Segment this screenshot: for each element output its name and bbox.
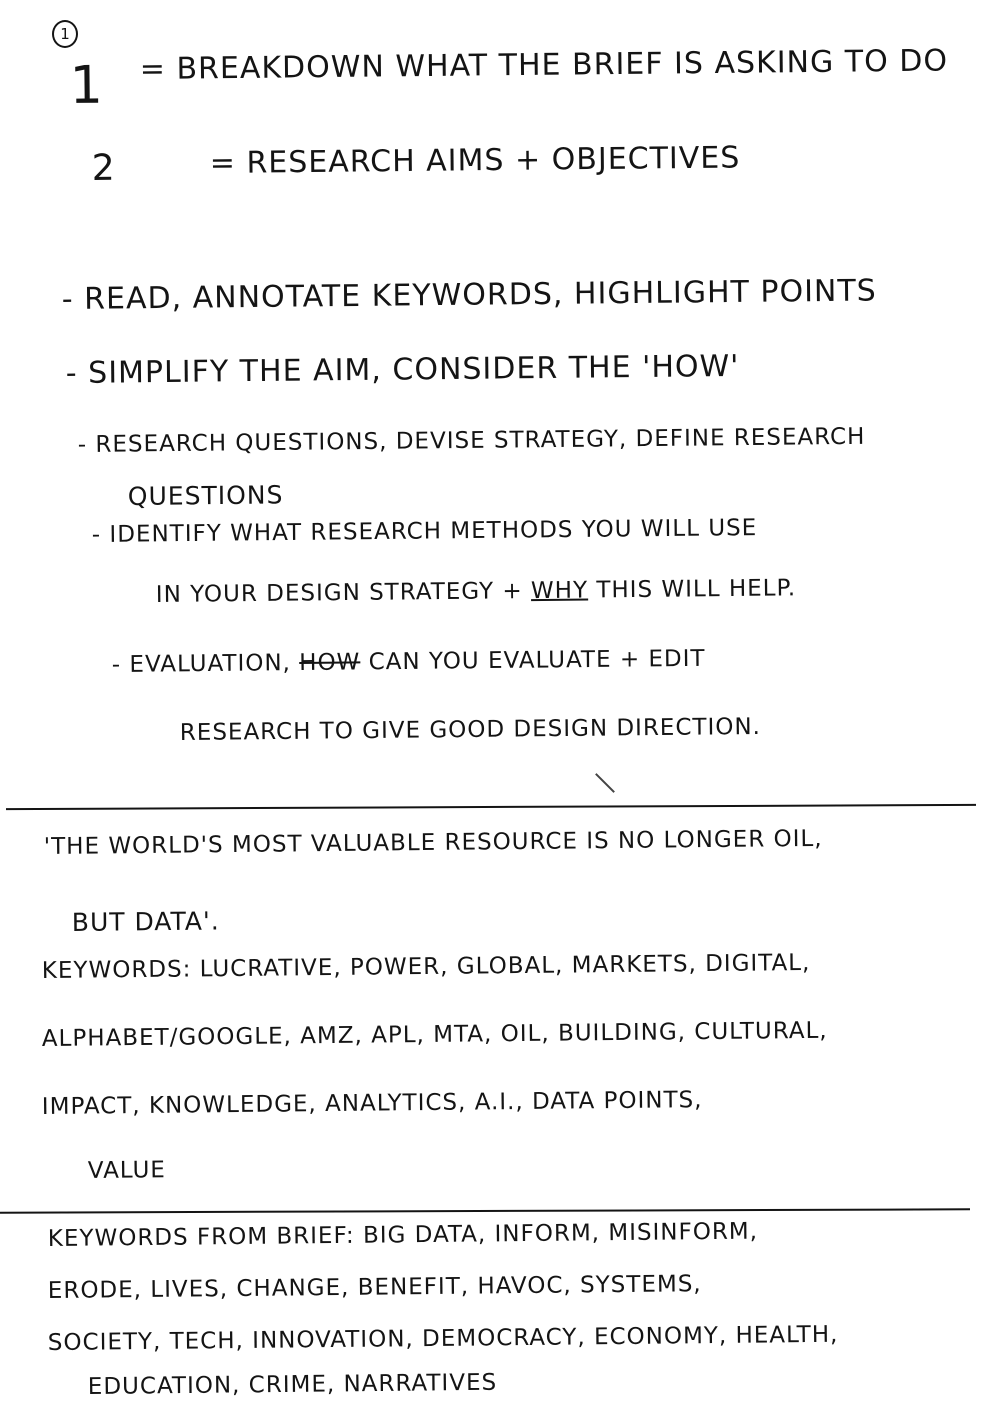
divider-line <box>6 804 976 810</box>
step-2-number: 2 <box>91 147 115 189</box>
evaluation-text-post: CAN YOU EVALUATE + EDIT <box>368 645 706 676</box>
quote-line-2: BUT DATA'. <box>71 906 220 937</box>
brief-keywords-line-4: EDUCATION, CRIME, NARRATIVES <box>87 1369 498 1400</box>
methods-text-pre: IN YOUR DESIGN STRATEGY + <box>155 578 523 608</box>
page-number-circled: 1 <box>52 20 78 48</box>
bullet-identify-methods-cont <box>156 575 797 608</box>
how-struck-through: HOW <box>299 649 361 677</box>
stray-pen-mark <box>595 773 615 793</box>
divider-line <box>0 1208 970 1213</box>
bullet-simplify-aim: - SIMPLIFY THE AIM, CONSIDER THE 'HOW' <box>65 348 740 391</box>
keywords-line-3: IMPACT, KNOWLEDGE, ANALYTICS, A.I., DATA POINTS, <box>41 1087 703 1120</box>
methods-text-post: THIS WILL HELP. <box>596 575 797 604</box>
keywords-line-4: VALUE <box>87 1157 167 1184</box>
bullet-evaluation-cont: RESEARCH TO GIVE GOOD DESIGN DIRECTION. <box>179 713 762 746</box>
step-1-text: = BREAKDOWN WHAT THE BRIEF IS ASKING TO DO <box>139 43 949 87</box>
keywords-line-1: KEYWORDS: LUCRATIVE, POWER, GLOBAL, MARKETS, DIGITAL, <box>41 949 811 984</box>
evaluation-text-pre: - EVALUATION, <box>111 650 292 678</box>
keywords-line-2: ALPHABET/GOOGLE, AMZ, APL, MTA, OIL, BUILDING, CULTURAL, <box>41 1017 828 1052</box>
quote-line-1: 'THE WORLD'S MOST VALUABLE RESOURCE IS NO LONGER OIL, <box>43 825 823 860</box>
brief-keywords-line-2: ERODE, LIVES, CHANGE, BENEFIT, HAVOC, SYSTEMS, <box>47 1271 702 1304</box>
step-2-text: = RESEARCH AIMS + OBJECTIVES <box>209 140 741 181</box>
bullet-research-questions: - RESEARCH QUESTIONS, DEVISE STRATEGY, DEFINE RESEARCH <box>77 423 866 458</box>
bullet-identify-methods: - IDENTIFY WHAT RESEARCH METHODS YOU WILL USE <box>91 515 758 548</box>
bullet-research-questions-cont: QUESTIONS <box>127 480 284 511</box>
bullet-evaluation <box>112 646 706 678</box>
step-1-number: 1 <box>69 55 104 116</box>
why-underlined: WHY <box>530 577 589 605</box>
brief-keywords-line-3: SOCIETY, TECH, INNOVATION, DEMOCRACY, ECONOMY, HEALTH, <box>47 1321 839 1356</box>
bullet-read-annotate: - READ, ANNOTATE KEYWORDS, HIGHLIGHT POINTS <box>61 273 877 317</box>
brief-keywords-line-1: KEYWORDS FROM BRIEF: BIG DATA, INFORM, MISINFORM, <box>47 1218 759 1252</box>
